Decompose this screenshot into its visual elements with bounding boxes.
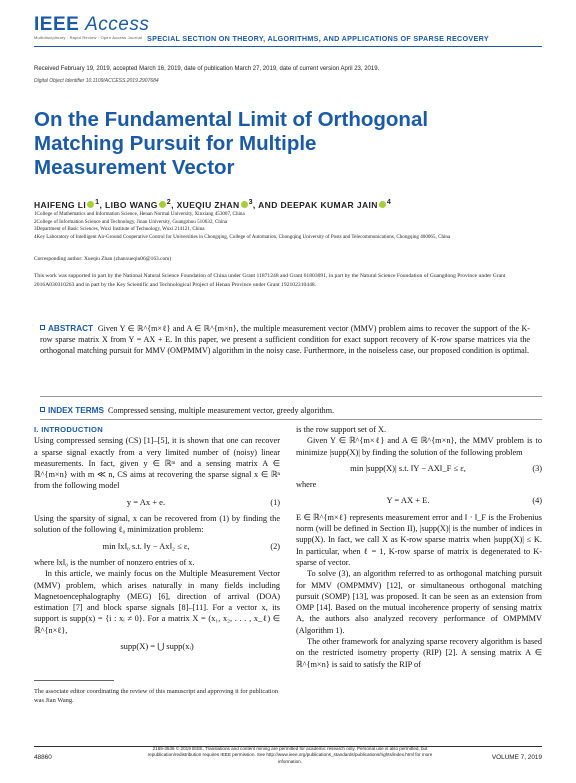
footnote: The associate editor coordinating the review of this manuscript and approving it for publication was Jian Wang. [34,688,279,704]
section-heading: I. INTRODUCTION [34,425,104,434]
left-column [34,424,280,657]
funding-statement: This work was supported in part by the National Natural Science Foundation of China under Grant 11871248 and Grant 61803091, in part by the Natural Science Foundation of Guangdong Province under Grant 2016A030310263 and in part by the Key Scientific and Technological Project of Henan Province under Grant 192102310448. [34,273,506,288]
author-name: HAIFENG LI [34,199,87,210]
orcid-icon[interactable] [241,201,248,208]
affiliation: 2College of Information Science and Technology, Jinan University, Guangzhou 510632, China [34,218,228,225]
copyright-notice: 2169-3536 © 2019 IEEE. Translations and content mining are permitted for academic research only. Personal use is also permitted, but republication/redistribution requires IEEE permission. See http://www.ieee.org/publications_standards/publications/rights/index.html for more information. [147,746,433,764]
logo-accent: Access [85,14,150,35]
page-number: 48860 [34,754,52,761]
logo-main: IEEE [34,14,80,35]
divider [40,419,542,420]
orcid-icon[interactable] [87,201,94,208]
affiliation: 4Key Laboratory of Intelligent Air-Ground Cooperative Control for Universities in Chongqing, College of Automation, Chongqing University of Posts and Telecommunications, Chongqing 400065, China [34,233,451,240]
equation-4: Y = AX + E. (4) [386,495,542,506]
index-terms-text: Compressed sensing, multiple measurement vector, greedy algorithm. [108,406,335,415]
equation-3: min |supp(X)| s.t. ‖Y − AX‖_F ≤ ε, (3) [350,462,542,473]
received-dates: Received February 19, 2019, accepted March 16, 2019, date of publication March 27, 2019, date of current version April 23, 2019. [34,66,380,72]
index-terms [40,405,530,416]
paragraph: Given Y ∈ ℝ^{m×ℓ} and A ∈ ℝ^{m×n}, the MMV problem is to minimize |supp(X)| by finding the solution of the following problem [296,436,542,457]
right-column [296,424,542,670]
doi[interactable]: Digital Object Identifier 10.1109/ACCESS.2019.2907684 [34,78,159,84]
author-name: , LIBO WANG [99,199,158,210]
paragraph: To solve (3), an algorithm referred to as orthogonal matching pursuit for MMV (OMPMMV) [12], or simultaneous orthogonal matching pursuit (SOMP) [13], was proposed. It can be seen as an extension from OMP [14]. Based on the mutual incoherence property of sensing matrix A, the authors also analyzed recovery performance of OMPMMV (Algorithm 1). [296,569,542,635]
equation-1: y = Ax + e. (1) [126,496,280,507]
paragraph: Using compressed sensing (CS) [1]–[5], it is shown that one can recover a sparse signal exactly from a very limited number of (noisy) linear measurements. In fact, given y ∈ ℝᵐ and a sensing matrix A ∈ ℝ^{m×n} with m ≪ n, CS aims at recovering the sparse signal x ∈ ℝⁿ from the following model [34,436,280,491]
volume-info: VOLUME 7, 2019 [491,754,542,761]
abstract [40,323,530,356]
affiliation: 3Department of Basic Sciences, Wuxi Institute of Technology, Wuxi 214121, China [34,226,205,233]
logo-tagline: Multidisciplinary : Rapid Review : Open Access Journal [34,35,143,40]
equation-2: min ‖x‖₀ s.t. ‖y − Ax‖₂ ≤ ε, (2) [102,540,280,551]
affiliations [34,211,534,241]
square-bullet-icon [40,407,45,412]
abstract-text: Given Y ∈ ℝ^{m×ℓ} and A ∈ ℝ^{m×n}, the multiple measurement vector (MMV) problem aims to recover the support of the K-row sparse matrix X from Y = AX + E. In this paper, we present a sufficient condition for exact support recovery of K-row sparse matrices via the orthogonal matching pursuit for MMV (OMPMMV) algorithm in the noisy case. Furthermore, in the noiseless case, our proposed condition is optimal. [40,324,531,355]
orcid-icon[interactable] [379,201,386,208]
footnote-rule [34,680,114,681]
special-section-header: SPECIAL SECTION ON THEORY, ALGORITHMS, AND APPLICATIONS OF SPARSE RECOVERY [147,34,489,43]
paragraph: The other framework for analyzing sparse recovery algorithm is based on the restricted isometry property (RIP) [2]. A sensing matrix A ∈ ℝ^{m×n} is said to satisfy the RIP of [296,637,542,669]
orcid-icon[interactable] [159,201,166,208]
square-bullet-icon [40,325,45,330]
index-terms-label: INDEX TERMS [48,406,104,415]
paper-title: On the Fundamental Limit of Orthogonal Matching Pursuit for Multiple Measurement Vector [34,108,429,179]
paragraph: where ‖x‖₀ is the number of nonzero entries of x. [34,557,195,567]
divider [40,396,542,397]
author-name: , AND DEEPAK KUMAR JAIN [252,199,378,210]
author-list: HAIFENG LI $^1$, LIBO WANG $^2$, XUEQIU ZHAN $^3$, AND DEEPAK KUMAR JAIN $^4$ [34,198,392,210]
paragraph: E ∈ ℝ^{m×ℓ} represents measurement error and ‖ · ‖_F is the Frobenius norm (will be defined in Section II), |supp(X)| is the number of indices in supp(X). In fact, we call X as K-row sparse matrix when |supp(X)| ≤ K. In particular, when ℓ = 1, K-row sparse of matrix is degenerated to K-sparse of vector. [296,512,542,567]
paragraph: where [296,480,317,490]
paragraph: Using the sparsity of signal, x can be recovered from (1) by finding the solution of the following ℓ₀ minimization problem: [34,514,280,535]
paragraph: In this article, we mainly focus on the Multiple Measurement Vector (MMV) problem, which arises naturally in many fields including Magnetoencephalography (MEG) [6], direction of arrival (DOA) estimation [7] and block sparse signals [8]–[11]. For a vector x, its support is supp(x) = {i : xᵢ ≠ 0}. For a matrix X = (x₁, x₂, . . . , x_ℓ) ∈ ℝ^{n×ℓ}, [34,569,280,635]
header-divider [34,46,542,47]
author-name: , XUEQIU ZHAN [171,199,240,210]
affiliation: 1College of Mathematics and Information Science, Henan Normal University, Xinxiang 453007, China [34,211,245,217]
journal-logo [34,14,149,36]
corresponding-author: Corresponding author: Xueqiu Zhan (zhanxueqiu06@163.com) [34,256,172,262]
equation-supp: supp(X) = ⋃ supp(xᵢ) [120,641,194,652]
abstract-label: ABSTRACT [48,324,94,333]
paragraph: is the row support set of X. [296,425,387,434]
